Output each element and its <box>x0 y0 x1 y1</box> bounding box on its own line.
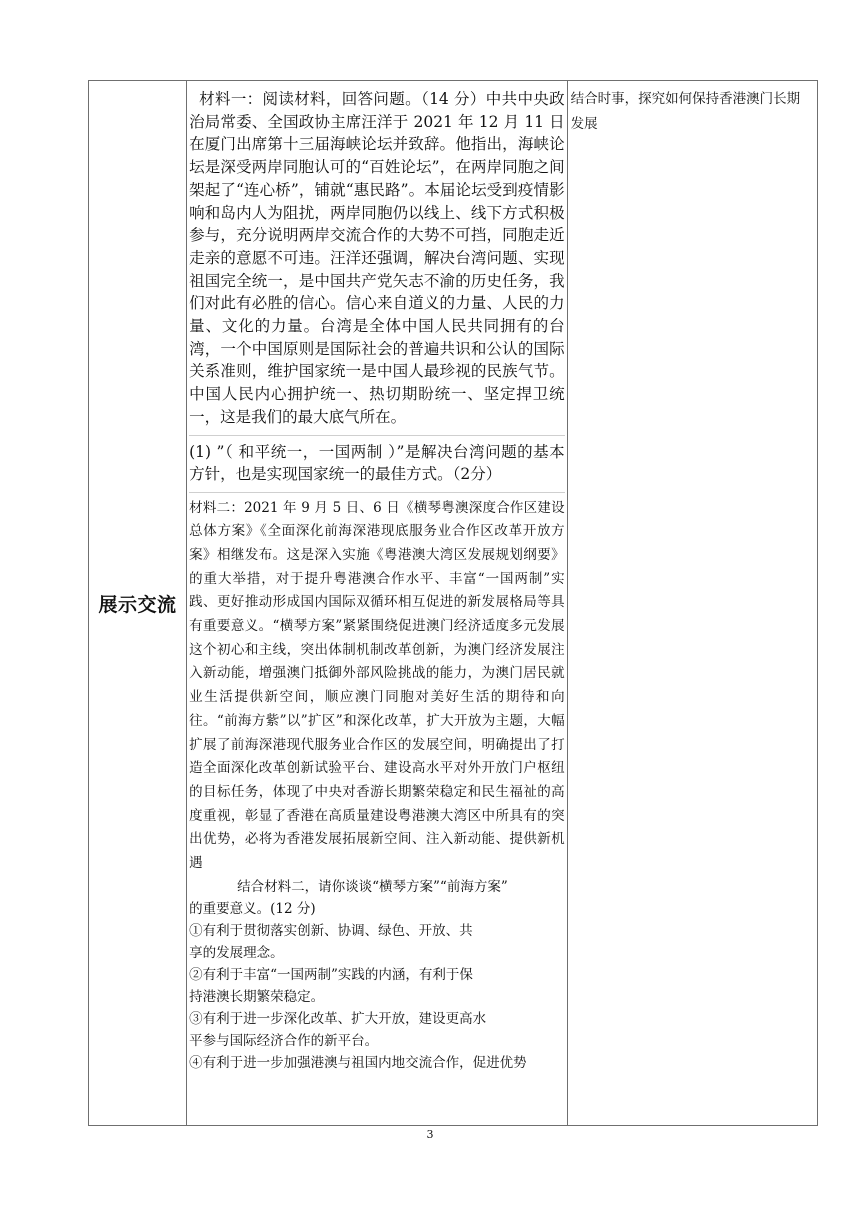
question-one: (1) ”（ 和平统一，一国两制 ）”是解决台湾问题的基本方针，也是实现国家统一的最佳方式。（2分） <box>189 442 565 484</box>
question-two: 结合材料二，请你谈谈“横琴方案”“前海方案” <box>237 878 508 895</box>
main-cell <box>187 81 568 1126</box>
answer-line: 享的发展理念。 <box>189 944 284 961</box>
section-label: 展示交流 <box>98 593 177 616</box>
answer-line: ④有利于进一步加强港澳与祖国内地交流合作，促进优势 <box>189 1054 527 1071</box>
answer-line: ①有利于贯彻落实创新、协调、绿色、开放、共 <box>189 922 473 939</box>
answer-line: 持港澳长期繁荣稳定。 <box>189 988 325 1005</box>
side-note: 结合时事，探究如何保持香港澳门长期发展 <box>570 91 801 132</box>
material-one: 材料一：阅读材料，回答问题。（14 分）中共中央政治局常委、全国政协主席汪洋于 2021 年 12 月 11 日在厦门出席第十三届海峡论坛并致辞。他指出，海峡论坛是深受两岸同胞认可的“百姓论坛”，在两岸同胞之间架起了“连心桥”，铺就“惠民路”。本届论坛受到疫情影响和岛内人为阻扰，两岸同胞仍以线上、线下方式积极参与，充分说明两岸交流合作的大势不可挡，同胞走近走亲的意愿不可违。汪洋还强调，解决台湾问题、实现祖国完全统一，是中国共产党矢志不渝的历史任务，我们对此有必胜的信心。信心来自道义的力量、人民的力量、文化的力量。台湾是全体中国人民共同拥有的台湾，一个中国原则是国际社会的普遍共识和公认的国际关系准则，维护国家统一是中国人最珍视的民族气节。中国人民内心拥护统一、热切期盼统一、坚定捍卫统一，这是我们的最大底气所在。 <box>189 90 565 426</box>
page-number: 3 <box>426 1128 434 1141</box>
material-two: 材料二：2021 年 9 月 5 日、6 日《横琴粤澳深度合作区建设总体方案》《全面深化前海深港现底服务业合作区改革开放方案》相继发布。这是深入实施《粤港澳大湾区发展规划纲要》的重大举措，对于提升粤港澳合作水平、丰富“一国两制”实践、更好推动形成国内国际双循环相互促进的新发展格局等具有重要意义。“横琴方案”紧紧围绕促进澳门经济适度多元发展这个初心和主线，突出体制机制改革创新，为澳门经济发展注入新动能，增强澳门抵御外部风险挑战的能力，为澳门居民就业生活提供新空间，顺应澳门同胞对美好生活的期待和向往。“前海方紫”以”扩区”和深化改革，扩大开放为主题，大幅扩展了前海深港现代服务业合作区的发展空间，明确提出了打造全面深化改革创新试验平台、建设高水平对外开放门户枢纽的目标任务，体现了中央对香游长期繁荣稳定和民生福祉的高度重视，彰显了香港在高质量建设粤港澳大湾区中所具有的突出优势，必将为香港发展拓展新空间、注入新动能、提供新机遇 <box>189 499 565 872</box>
answer-line: ③有利于进一步深化改革、扩大开放，建设更高水 <box>189 1010 487 1027</box>
answer-line: 平参与国际经济合作的新平台。 <box>189 1032 379 1049</box>
content-table <box>88 80 818 1126</box>
question-two-continued: 的重要意义。(12 分) <box>189 900 316 917</box>
side-cell <box>567 81 817 1126</box>
answer-line: ②有利于丰富“一国两制”实践的内涵，有利于保 <box>189 966 473 983</box>
label-cell <box>89 81 187 1126</box>
table-row <box>89 81 818 1126</box>
